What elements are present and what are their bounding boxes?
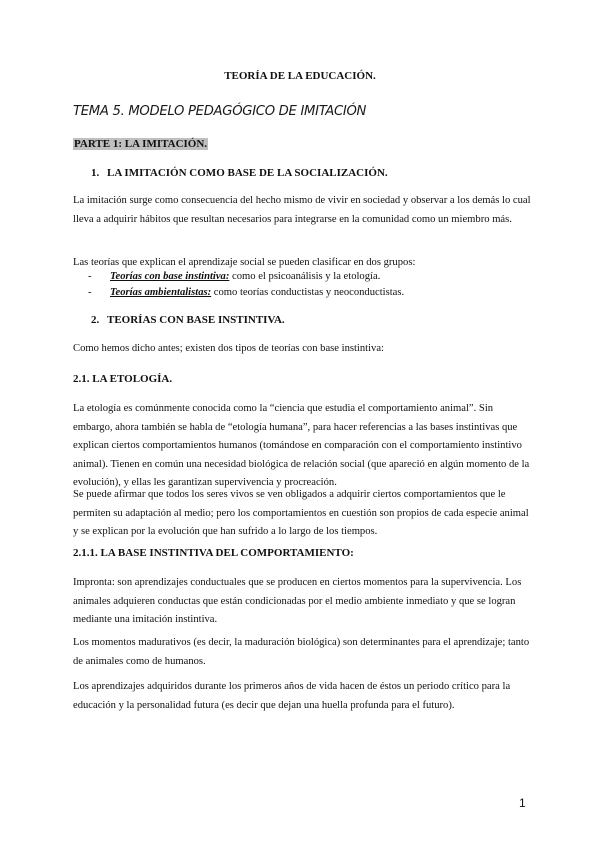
parte-heading-text: PARTE 1: LA IMITACIÓN. bbox=[74, 138, 208, 150]
parte-heading bbox=[73, 138, 208, 150]
section-1-heading bbox=[73, 167, 388, 179]
section-2-heading bbox=[73, 314, 285, 326]
section-2-1-1-heading: 2.1.1. LA BASE INSTINTIVA DEL COMPORTAMIENTO: bbox=[73, 547, 354, 559]
theory-bullet-list bbox=[88, 269, 404, 300]
section-2-number: 2. bbox=[91, 314, 100, 326]
document-title: TEORÍA DE LA EDUCACIÓN. bbox=[224, 70, 376, 82]
bullet-term: Teorías ambientalistas: bbox=[110, 286, 212, 298]
section-2-title: TEORÍAS CON BASE INSTINTIVA. bbox=[107, 314, 285, 326]
section-2-1-heading: 2.1. LA ETOLOGÍA. bbox=[73, 373, 173, 385]
section-2-1-1-paragraph-1: Impronta: son aprendizajes conductuales que se producen en ciertos momentos para la supervivencia. Los animales adquieren conductas que están condicionadas por el medio ambiente inmediato y que se logran mediante una imitación instintiva. bbox=[73, 577, 522, 625]
bullet-text: como teorías conductistas y neoconductistas. bbox=[211, 286, 405, 298]
section-2-1-paragraph-2: Se puede afirmar que todos los seres vivos se ven obligados a adquirir ciertos comportamientos que le permiten su adaptación al medio; pero los comportamientos en cuestión son propios de cada especie animal y se explican por la evolución que han sufrido a lo largo de los tiempos. bbox=[73, 489, 529, 537]
section-1-paragraph-1: La imitación surge como consecuencia del hecho mismo de vivir en sociedad y observar a los demás lo cual lleva a adquirir hábitos que resultan necesarios para integrarse en la comunidad como un miembro más. bbox=[73, 195, 531, 225]
section-2-1-1-paragraph-2: Los momentos madurativos (es decir, la maduración biológica) son determinantes para el aprendizaje; tanto de animales como de humanos. bbox=[73, 637, 530, 667]
section-2-paragraph-1: Como hemos dicho antes; existen dos tipos de teorías con base instintiva: bbox=[73, 343, 384, 354]
bullet-dash: - bbox=[88, 271, 92, 282]
bullet-item-instintiva bbox=[88, 269, 404, 285]
page-number: 1 bbox=[519, 796, 526, 810]
section-2-1-paragraph-1: La etología es comúnmente conocida como la “ciencia que estudia el comportamiento animal”. Sin embargo, ahora también se habla de “etología humana”, para hacer referencias a las bases instintivas que explican ciertos comportamientos humanos (tomándose en comparación con el comportamiento instintivo animal). Tienen en común una necesidad biológica de relación social (que apareció en algún momento de la evolución), y ellas les garantizan supervivencia y procreación. bbox=[73, 403, 530, 488]
bullet-term: Teorías con base instintiva: bbox=[110, 271, 230, 282]
section-1-number: 1. bbox=[91, 167, 100, 179]
section-1-title: LA IMITACIÓN COMO BASE DE LA SOCIALIZACIÓN. bbox=[107, 167, 388, 179]
bullet-item-ambientalistas bbox=[88, 285, 404, 301]
tema-heading: TEMA 5. MODELO PEDAGÓGICO DE IMITACIÓN bbox=[73, 104, 367, 119]
section-1-paragraph-2: Las teorías que explican el aprendizaje social se pueden clasificar en dos grupos: bbox=[73, 257, 416, 268]
bullet-text: como el psicoanálisis y la etología. bbox=[229, 271, 381, 282]
section-2-1-1-paragraph-3: Los aprendizajes adquiridos durante los primeros años de vida hacen de éstos un periodo crítico para la educación y la personalidad futura (es decir que dejan una huella profunda para el futuro). bbox=[73, 681, 511, 711]
bullet-dash: - bbox=[88, 286, 92, 298]
